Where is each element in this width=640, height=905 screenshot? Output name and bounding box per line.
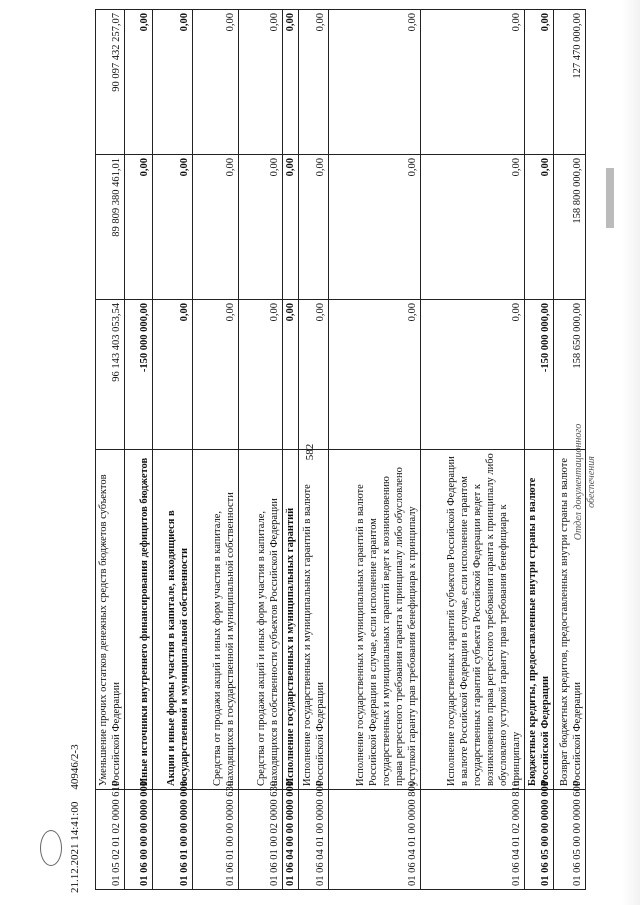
row-code: 01 06 04 00 00 0000 000 — [283, 790, 299, 890]
row-value-3: 127 470 000,00 — [554, 10, 586, 155]
row-value-3: 0,00 — [283, 10, 299, 155]
row-value-3: 0,00 — [239, 10, 283, 155]
row-value-3: 0,00 — [525, 10, 554, 155]
row-value-2: 0,00 — [125, 155, 153, 300]
row-code: 01 06 04 01 02 0000 810 — [421, 790, 525, 890]
row-value-1: 0,00 — [193, 300, 239, 450]
table-row — [299, 10, 329, 890]
row-value-3: 0,00 — [193, 10, 239, 155]
row-value-1: 0,00 — [153, 300, 193, 450]
row-name: Исполнение государственных и муниципальных гарантий — [283, 450, 299, 790]
footer-datetime: 21.12.2021 14:41:00 — [69, 801, 81, 893]
table-row — [96, 10, 125, 890]
row-value-1: 0,00 — [239, 300, 283, 450]
row-value-2: 0,00 — [329, 155, 421, 300]
row-code: 01 06 01 00 02 0000 630 — [239, 790, 283, 890]
row-value-3: 0,00 — [153, 10, 193, 155]
row-name: Иные источники внутреннего финансирования дефицитов бюджетов — [125, 450, 153, 790]
row-code: 01 06 04 01 00 0000 800 — [329, 790, 421, 890]
row-value-2: 0,00 — [239, 155, 283, 300]
table-row — [525, 10, 554, 890]
budget-sources-table — [95, 9, 586, 890]
page-number: 582 — [304, 443, 316, 461]
stamp-line-2: обеспечения — [586, 456, 597, 508]
row-code: 01 06 05 00 00 0000 600 — [554, 790, 586, 890]
row-value-1: 158 650 000,00 — [554, 300, 586, 450]
logo-seal-icon — [40, 830, 62, 866]
row-value-3: 0,00 — [421, 10, 525, 155]
row-value-3: 0,00 — [329, 10, 421, 155]
row-value-2: 0,00 — [153, 155, 193, 300]
row-code: 01 05 02 01 02 0000 610 — [96, 790, 125, 890]
row-name: Средства от продажи акций и иных форм участия в капитале, находящихся в государственной и муниципальной собственности — [193, 450, 239, 790]
row-name: Акции и иные формы участия в капитале, находящиеся в государственной и муниципальной собственности — [153, 450, 193, 790]
table-row — [125, 10, 153, 890]
table-row — [153, 10, 193, 890]
row-value-2: 0,00 — [299, 155, 329, 300]
row-value-2: 0,00 — [525, 155, 554, 300]
row-code: 01 06 01 00 00 0000 000 — [153, 790, 193, 890]
row-name: Исполнение государственных гарантий субъектов Российской Федерации в валюте Российской Федерации в случае, если исполнение гарантом государственных гарантий субъекта Российской Федерации ведет к возникновению права регрессного требования гаранта к принципалу либо обусловлено уступкой гаранту прав требования бенефициара к принципалу — [421, 450, 525, 790]
scan-mark — [606, 168, 614, 228]
footer — [65, 633, 85, 893]
table-row — [239, 10, 283, 890]
stamp-line-1: Отдел документационного — [573, 423, 584, 541]
row-value-3: 90 097 432 257,07 — [96, 10, 125, 155]
row-code: 01 06 04 01 00 0000 000 — [299, 790, 329, 890]
row-value-2: 0,00 — [421, 155, 525, 300]
row-value-3: 0,00 — [299, 10, 329, 155]
row-value-2: 0,00 — [283, 155, 299, 300]
row-code: 01 06 01 00 00 0000 630 — [193, 790, 239, 890]
row-code: 01 06 00 00 00 0000 000 — [125, 790, 153, 890]
row-value-1: -150 000 000,00 — [525, 300, 554, 450]
row-value-1: 0,00 — [329, 300, 421, 450]
scan-edge — [622, 0, 640, 905]
row-name: Исполнение государственных и муниципальных гарантий в валюте Российской Федерации в случае, если исполнение гарантом государственных и муниципальных гарантий ведет к возникновению права регрессного требования гаранта к принципалу либо обусловлено уступкой гаранту прав требования бенефициара к принципалу — [329, 450, 421, 790]
row-code: 01 06 05 00 00 0000 000 — [525, 790, 554, 890]
row-name: Возврат бюджетных кредитов, предоставленных внутри страны в валюте Российской Федерации — [554, 450, 586, 790]
table-row — [421, 10, 525, 890]
row-name: Средства от продажи акций и иных форм участия в капитале, находящихся в собственности субъектов Российской Федерации — [239, 450, 283, 790]
row-value-1: 0,00 — [299, 300, 329, 450]
table-row — [283, 10, 299, 890]
row-name: Уменьшение прочих остатков денежных средств бюджетов субъектов Российской Федерации — [96, 450, 125, 790]
row-name: Бюджетные кредиты, предоставленные внутри страны в валюте Российской Федерации — [525, 450, 554, 790]
row-value-1: 0,00 — [283, 300, 299, 450]
row-value-2: 0,00 — [193, 155, 239, 300]
row-value-3: 0,00 — [125, 10, 153, 155]
row-value-1: 0,00 — [421, 300, 525, 450]
row-name: Исполнение государственных и муниципальных гарантий в валюте Российской Федерации — [299, 450, 329, 790]
row-value-1: 96 143 403 053,54 — [96, 300, 125, 450]
table-row — [329, 10, 421, 890]
row-value-2: 89 809 380 461,01 — [96, 155, 125, 300]
footer-doc-code: 40946/2-3 — [69, 744, 81, 790]
table-row — [193, 10, 239, 890]
row-value-2: 158 800 000,00 — [554, 155, 586, 300]
department-stamp — [572, 382, 608, 582]
row-value-1: -150 000 000,00 — [125, 300, 153, 450]
